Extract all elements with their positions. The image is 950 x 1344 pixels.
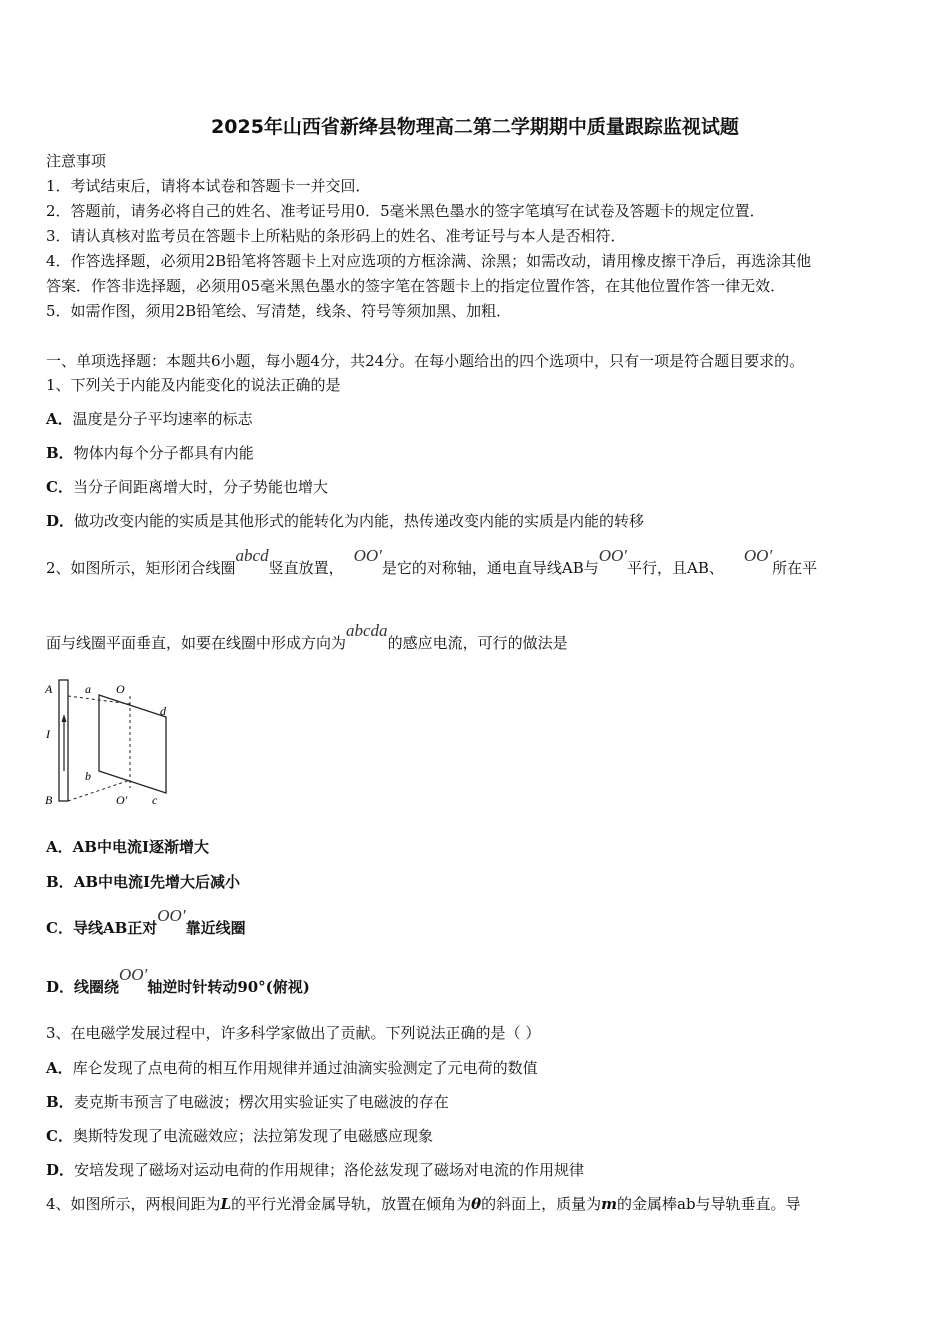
q2-stem-line1 [46,546,818,578]
notice-item: 5．如需作图，须用2B铅笔绘、写清楚，线条、符号等须加黑、加粗． [46,302,512,320]
q2-option-b [46,872,240,892]
q4-stem [46,1194,801,1214]
q1-option-b [46,443,254,463]
q2-option-a [46,837,209,857]
q2-text: 是它的对称轴，通电直导线AB与 [381,559,599,577]
q2-text: 2、如图所示，矩形闭合线圈 [46,559,236,577]
notice-item: 2．答题前，请务必将自己的姓名、准考证号用0．5毫米黑色墨水的签字笔填写在试卷及答题卡的规定位置． [46,202,765,220]
label-d: d [160,704,166,718]
option-text: 温度是分子平均速率的标志 [72,410,253,428]
label-B: B [45,793,53,807]
q2-text: 所在平 [772,559,818,577]
option-text: 轴逆时针转动90°(俯视) [147,978,310,996]
label-a: a [85,682,91,696]
current-arrowhead [62,714,67,722]
math-m: m [601,1195,618,1213]
math-oo: OO′ [157,906,186,925]
option-label: B． [46,1093,74,1111]
option-text: 靠近线圈 [185,919,246,937]
q4-text: 的金属棒ab与导轨垂直。导 [617,1195,801,1213]
section-heading: 一、单项选择题：本题共6小题，每小题4分，共24分。在每小题给出的四个选项中，只有一项是符合题目要求的。 [46,352,805,370]
q2-figure [42,676,182,811]
math-abcda: abcda [346,621,388,640]
option-label: C． [46,919,73,937]
option-label: D． [46,978,75,996]
math-oo: OO′ [353,546,382,565]
q1-option-d [46,511,644,531]
option-text: 做功改变内能的实质是其他形式的能转化为内能，热传递改变内能的实质是内能的转移 [74,512,645,530]
option-text: 库仑发现了点电荷的相互作用规律并通过油滴实验测定了元电荷的数值 [72,1059,538,1077]
option-label: A． [46,410,73,428]
option-text: 安培发现了磁场对运动电荷的作用规律；洛伦兹发现了磁场对电流的作用规律 [74,1161,585,1179]
notice-item: 1．考试结束后，请将本试卷和答题卡一并交回． [46,177,371,195]
q2-option-c [46,906,246,938]
label-b: b [85,769,91,783]
math-oo: OO′ [598,546,628,565]
q1-option-c [46,477,328,497]
math-abcd: abcd [235,546,269,565]
q4-text: 的斜面上，质量为 [481,1195,602,1213]
option-label: A． [46,838,73,856]
option-text: 物体内每个分子都具有内能 [73,444,254,462]
q3-option-c [46,1126,433,1146]
q1-option-a [46,409,253,429]
option-label: D． [46,1161,75,1179]
label-O-prime: O′ [116,793,128,807]
option-label: B． [46,873,74,891]
notice-item: 3．请认真核对监考员在答题卡上所粘贴的条形码上的姓名、准考证号与本人是否相符． [46,227,626,245]
label-I: I [46,727,50,741]
option-label: D． [46,512,75,530]
option-text: 当分子间距离增大时，分子势能也增大 [72,478,328,496]
notice-heading: 注意事项 [46,152,107,170]
label-A: A [45,682,53,696]
q2-text: 平行，且AB、 [627,559,724,577]
q3-option-a [46,1058,538,1078]
q2-text: 面与线圈平面垂直，如要在线圈中形成方向为 [46,634,347,652]
q2-stem-line2 [46,621,568,653]
q2-text: 的感应电流，可行的做法是 [387,634,568,652]
option-label: B． [46,444,74,462]
q3-stem: 3、在电磁学发展过程中，许多科学家做出了贡献。下列说法正确的是（ ） [46,1024,541,1042]
option-label: C． [46,1127,73,1145]
math-theta: θ [471,1195,482,1213]
math-oo: OO′ [119,965,148,984]
page-title: 2025年山西省新绛县物理高二第二学期期中质量跟踪监视试题 [211,116,739,138]
option-text: 导线AB正对 [72,919,158,937]
option-text: AB中电流Ⅰ逐渐增大 [72,838,209,856]
q4-text: 的平行光滑金属导轨，放置在倾角为 [231,1195,472,1213]
q4-text: 4、如图所示，两根间距为 [46,1195,221,1213]
coil-abcd [99,695,166,793]
option-text: 线圈绕 [74,978,120,996]
notice-item: 4．作答选择题，必须用2B铅笔将答题卡上对应选项的方框涂满、涂黑；如需改动，请用橡皮擦干净后，再选涂其他 [46,252,812,270]
option-label: A． [46,1059,73,1077]
option-label: C． [46,478,73,496]
option-text: 麦克斯韦预言了电磁波；楞次用实验证实了电磁波的存在 [73,1093,449,1111]
q2-text: 竖直放置， [268,559,344,577]
q1-stem: 1、下列关于内能及内能变化的说法正确的是 [46,376,341,394]
math-oo: OO′ [743,546,773,565]
label-O: O [116,682,125,696]
q3-option-b [46,1092,449,1112]
q2-option-d [46,965,310,997]
math-L: L [220,1195,232,1213]
option-text: 奥斯特发现了电流磁效应；法拉第发现了电磁感应现象 [72,1127,433,1145]
label-c: c [152,793,158,807]
option-text: AB中电流I先增大后减小 [73,873,241,891]
notice-item: 答案．作答非选择题，必须用05毫米黑色墨水的签字笔在答题卡上的指定位置作答，在其他位置作答一律无效． [46,277,786,295]
q3-option-d [46,1160,584,1180]
